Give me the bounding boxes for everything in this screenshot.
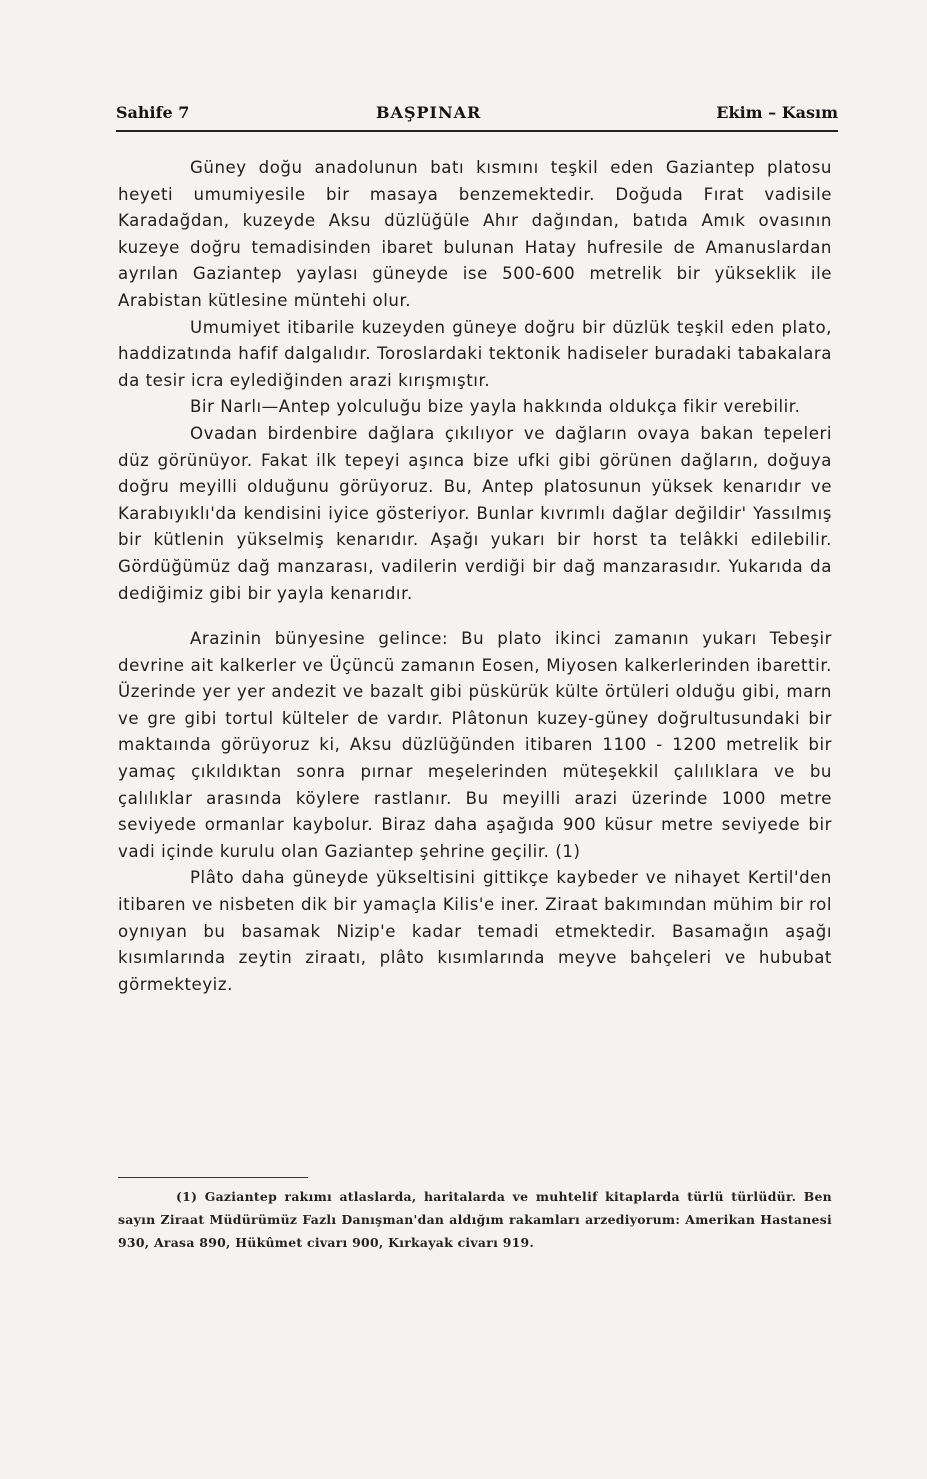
paragraph-4: Ovadan birdenbire dağlara çıkılıyor ve dağların ovaya bakan tepeleri düz görünüyor. Fakat ilk tepeyi aşınca bize ufki gibi görünen dağların, doğuya doğru meyilli olduğunu görüyoruz. Bu, Antep platosunun yüksek kenarıdır ve Karabıyıklı'da kendisini iyice gösteriyor. Bunlar kıvrımlı dağlar değildir' Yassılmış bir kütlenin yükselmiş kenarıdır. Aşağı yukarı bir horst ta telâkki edilebilir. Gördüğümüz dağ manzarası, vadilerin verdiği bir dağ manzarasıdır. Yukarıda da dediğimiz gibi bir yayla kenarıdır.: [118, 423, 832, 603]
paragraph-2: Umumiyet itibarile kuzeyden güneye doğru bir düzlük teşkil eden plato, haddizatında hafif dalgalıdır. Toroslardaki tektonik hadiseler buradaki tabakalara da tesir icra eylediğinden arazi kırışmıştır.: [118, 317, 832, 390]
publication-title: BAŞPINAR: [376, 103, 482, 122]
header-rule: [116, 130, 838, 132]
footnote-rule: [118, 1177, 308, 1178]
paragraph-6: Plâto daha güneyde yükseltisini gittikçe kaybeder ve nihayet Kertil'den itibaren ve nisbeten dik bir yamaçla Kilis'e iner. Ziraat bakımından mühim bir rol oynıyan bu basamak Nizip'e kadar temadi etmektedir. Basamağın aşağı kısımlarında zeytin ziraatı, plâto kısımlarında meyve bahçeleri ve hububat görmekteyiz.: [118, 868, 832, 994]
paragraph-1: Güney doğu anadolunun batı kısmını teşkil eden Gaziantep platosu heyeti umumiyesile bir masaya benzemektedir. Doğuda Fırat vadisile Karadağdan, kuzeyde Aksu düzlüğüle Ahır dağından, batıda Amık ovasının kuzeye doğru temadisinden ibaret bulunan Hatay hufresile de Amanuslardan ayrılan Gaziantep yaylası güneyde ise 500-600 metrelik bir yükseklik ile Arabistan kütlesine müntehi olur.: [118, 158, 832, 310]
footnote-text: (1) Gaziantep rakımı atlaslarda, haritalarda ve muhtelif kitaplarda türlü türlüdür. Ben sayın Ziraat Müdürümüz Fazlı Danışman'dan aldığım rakamları arzediyorum: Amerikan Hastanesi 930, Arasa 890, Hükûmet civarı 900, Kırkayak civarı 919.: [118, 1189, 832, 1250]
paragraph-3: Bir Narlı—Antep yolculuğu bize yayla hakkında oldukça fikir verebilir.: [190, 397, 801, 417]
footnote: [118, 1185, 832, 1254]
page-header: [116, 103, 838, 129]
issue-date: Ekim – Kasım: [716, 103, 838, 122]
article-body: [118, 155, 832, 998]
paragraph-5: Arazinin bünyesine gelince: Bu plato ikinci zamanın yukarı Tebeşir devrine ait kalkerler ve Üçüncü zamanın Eosen, Miyosen kalkerlerinden ibarettir. Üzerinde yer yer andezit ve bazalt gibi püskürük külte örtüleri olduğu gibi, marn ve gre gibi tortul külteler de vardır. Plâtonun kuzey-güney doğrultusundaki bir maktaında görüyoruz ki, Aksu düzlüğünden itibaren 1100 - 1200 metrelik bir yamaç çıkıldıktan sonra pırnar meşelerinden müteşekkil çalılıklara ve bu çalılıklar arasında köylere rastlanır. Bu meyilli arazi üzerinde 1000 metre seviyede ormanlar kaybolur. Biraz daha aşağıda 900 küsur metre seviyede bir vadi içinde kurulu olan Gaziantep şehrine geçilir. (1): [118, 629, 832, 861]
page-number: Sahife 7: [116, 103, 190, 122]
